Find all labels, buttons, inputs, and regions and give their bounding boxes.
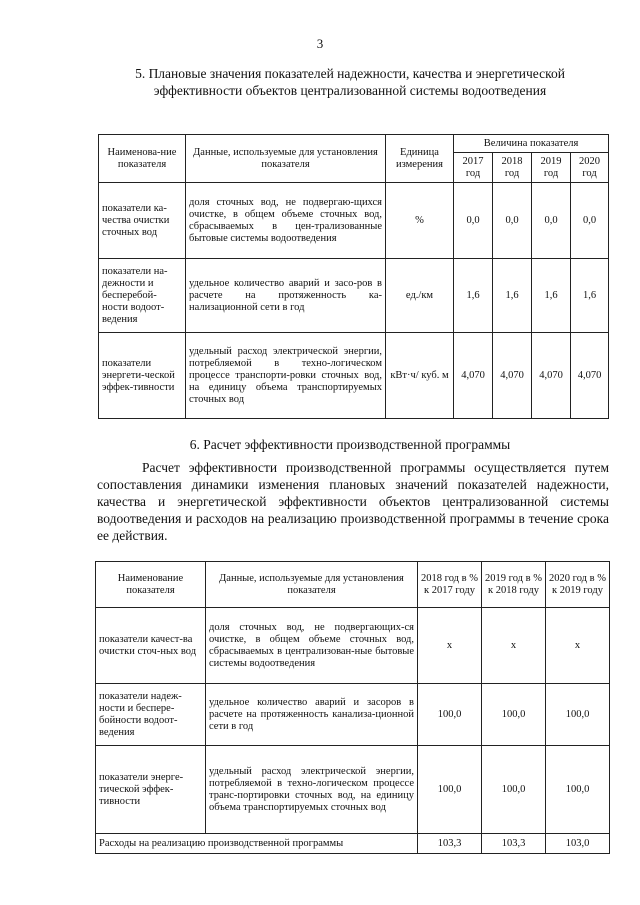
row-value: 0,0 <box>454 183 493 259</box>
row-value: 100,0 <box>482 684 546 746</box>
header-year: 2018 год <box>493 153 532 183</box>
row-value: 1,6 <box>493 259 532 333</box>
table-row <box>96 684 610 746</box>
row-name: показатели энерге-тической эффек-тивности <box>96 746 206 834</box>
row-name: показатели надеж-ности и беспере-бойности водоот-ведения <box>96 684 206 746</box>
row-value: x <box>418 608 482 684</box>
row-unit: % <box>386 183 454 259</box>
header-data-used: Данные, используемые для установления показателя <box>186 135 386 183</box>
efficiency-paragraph <box>97 459 609 544</box>
row-value: 4,070 <box>571 333 609 419</box>
table-row <box>99 259 609 333</box>
header-percent-column: 2018 год в % к 2017 году <box>418 562 482 608</box>
header-indicator-name: Наименова-ние показателя <box>99 135 186 183</box>
row-value: 0,0 <box>493 183 532 259</box>
total-value: 103,3 <box>418 834 482 854</box>
row-value: 1,6 <box>532 259 571 333</box>
header-year: 2020 год <box>571 153 609 183</box>
page-number: 3 <box>316 36 324 51</box>
row-value: 4,070 <box>454 333 493 419</box>
table-row <box>96 608 610 684</box>
row-value: 100,0 <box>418 746 482 834</box>
header-year: 2017 год <box>454 153 493 183</box>
header-indicator-name: Наименование показателя <box>96 562 206 608</box>
row-value: 4,070 <box>493 333 532 419</box>
row-value: 100,0 <box>418 684 482 746</box>
section-6-title: 6. Расчет эффективности производственной программы <box>189 437 511 452</box>
table-row <box>99 333 609 419</box>
row-data: доля сточных вод, не подвергаю-щихся очистке, в общем объеме сточных вод, сбрасываемых в цен-трализованные бытовые системы водоотведения <box>186 183 386 259</box>
row-value: 0,0 <box>532 183 571 259</box>
row-data: удельное количество аварий и засоров в расчете на протяженность канализа-ционной сети в год <box>206 684 418 746</box>
header-data-used: Данные, используемые для установления показателя <box>206 562 418 608</box>
row-name: показатели на-дежности и бесперебой-ности водоот-ведения <box>99 259 186 333</box>
row-unit: кВт·ч/ куб. м <box>386 333 454 419</box>
table-row <box>99 183 609 259</box>
row-name: показатели качест-ва очистки сточ-ных вод <box>96 608 206 684</box>
header-percent-column: 2020 год в % к 2019 году <box>546 562 610 608</box>
header-year: 2019 год <box>532 153 571 183</box>
efficiency-calculation-table <box>95 561 610 854</box>
total-row <box>96 834 610 854</box>
row-name: показатели энергети-ческой эффек-тивности <box>99 333 186 419</box>
row-value: 1,6 <box>454 259 493 333</box>
row-value: 100,0 <box>546 684 610 746</box>
row-data: удельный расход электрической энергии, потребляемой в техно-логическом процессе транс-портировки сточных вод, на единицу объема транспортируемых сточных вод <box>206 746 418 834</box>
header-unit: Единица измерения <box>386 135 454 183</box>
section-5-title: 5. Плановые значения показателей надежности, качества и энергетической эффективности объектов централизованной системы водоотведения <box>135 66 565 98</box>
row-data: доля сточных вод, не подвергающих-ся очистке, в общем объеме сточных вод, сбрасываемых в централизован-ные бытовые системы водоотведения <box>206 608 418 684</box>
row-value: 1,6 <box>571 259 609 333</box>
total-value: 103,3 <box>482 834 546 854</box>
header-percent-column: 2019 год в % к 2018 году <box>482 562 546 608</box>
row-data: удельное количество аварий и засо-ров в расчете на протяженность ка-нализационной сети в год <box>186 259 386 333</box>
row-unit: ед./км <box>386 259 454 333</box>
row-value: 100,0 <box>482 746 546 834</box>
total-label: Расходы на реализацию производственной программы <box>96 834 418 854</box>
row-value: 0,0 <box>571 183 609 259</box>
row-name: показатели ка-чества очистки сточных вод <box>99 183 186 259</box>
total-value: 103,0 <box>546 834 610 854</box>
efficiency-paragraph-text: Расчет эффективности производственной программы осуществляется путем сопоставления динамики изменения плановых значений показателей надежности, качества и энергетической эффективности объектов централизованной системы водоотведения и расходов на реализацию производственной программы в течение срока ее действия. <box>97 460 609 543</box>
row-value: x <box>546 608 610 684</box>
row-value: 100,0 <box>546 746 610 834</box>
table-row <box>96 746 610 834</box>
row-data: удельный расход электрической энергии, потребляемой в техно-логическом процессе транспорти-ровки сточных вод, на единицу объема транспортируемых сточных вод <box>186 333 386 419</box>
row-value: x <box>482 608 546 684</box>
row-value: 4,070 <box>532 333 571 419</box>
reliability-indicators-table <box>98 134 609 419</box>
header-indicator-value: Величина показателя <box>454 135 609 153</box>
